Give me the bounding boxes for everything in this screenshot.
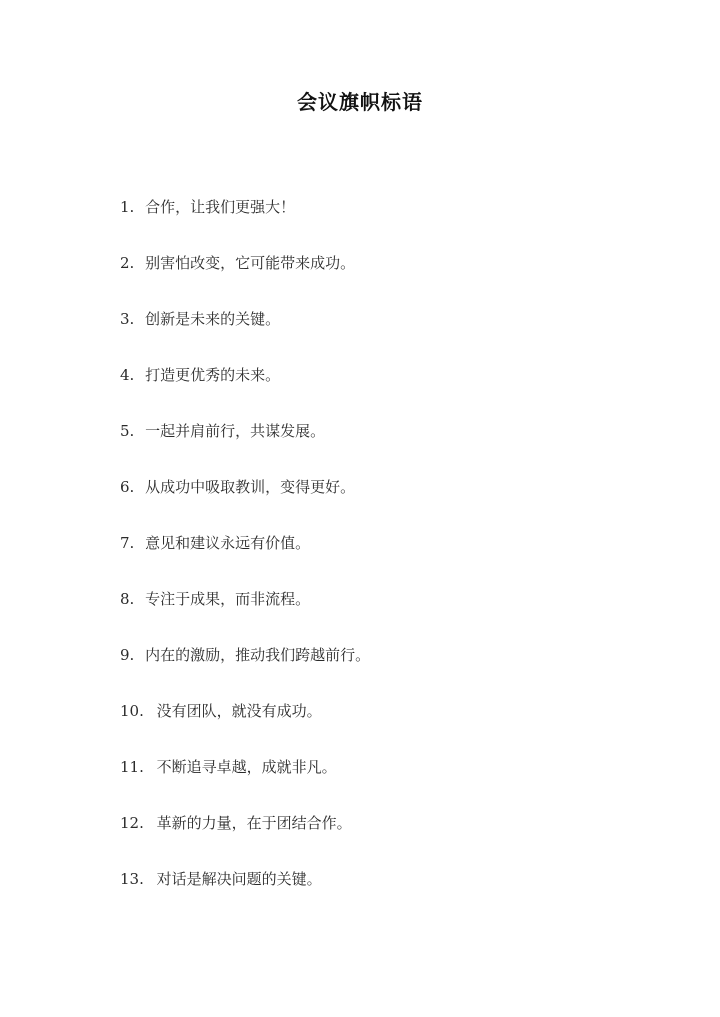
list-item: [120, 195, 370, 251]
list-item-text: 意见和建议永远有价值。: [145, 534, 311, 552]
list-item-number: 3.: [120, 310, 135, 328]
list-item: [120, 699, 370, 755]
list-item: [120, 587, 370, 643]
list-item-number: 7.: [120, 534, 135, 552]
list-item-number: 10.: [120, 702, 144, 720]
list-item-text: 打造更优秀的未来。: [145, 366, 281, 384]
list-item: [120, 475, 370, 531]
list-item-number: 9.: [120, 646, 135, 664]
list-item: [120, 643, 370, 699]
list-item-number: 13.: [120, 870, 144, 888]
list-item-text: 别害怕改变，它可能带来成功。: [145, 254, 356, 272]
list-item-text: 创新是未来的关键。: [145, 310, 281, 328]
list-item-text: 合作，让我们更强大！: [145, 198, 296, 216]
list-item-text: 没有团队，就没有成功。: [156, 702, 322, 720]
list-item-text: 专注于成果，而非流程。: [145, 590, 311, 608]
list-item: [120, 363, 370, 419]
list-item: [120, 531, 370, 587]
slogan-list: [120, 195, 370, 923]
list-item: [120, 755, 370, 811]
list-item-text: 一起并肩前行，共谋发展。: [145, 422, 326, 440]
list-item-text: 从成功中吸取教训，变得更好。: [145, 478, 356, 496]
list-item: [120, 251, 370, 307]
list-item-text: 革新的力量，在于团结合作。: [156, 814, 352, 832]
list-item-number: 5.: [120, 422, 135, 440]
list-item-number: 12.: [120, 814, 144, 832]
document-title: 会议旗帜标语: [297, 90, 423, 114]
list-item-number: 6.: [120, 478, 135, 496]
list-item-text: 对话是解决问题的关键。: [156, 870, 322, 888]
list-item: [120, 307, 370, 363]
list-item-text: 内在的激励，推动我们跨越前行。: [145, 646, 371, 664]
list-item-text: 不断追寻卓越，成就非凡。: [156, 758, 337, 776]
list-item: [120, 419, 370, 475]
list-item-number: 2.: [120, 254, 135, 272]
list-item: [120, 811, 370, 867]
list-item-number: 8.: [120, 590, 135, 608]
list-item-number: 1.: [120, 198, 135, 216]
list-item-number: 11.: [120, 758, 144, 776]
list-item: [120, 867, 370, 923]
list-item-number: 4.: [120, 366, 135, 384]
